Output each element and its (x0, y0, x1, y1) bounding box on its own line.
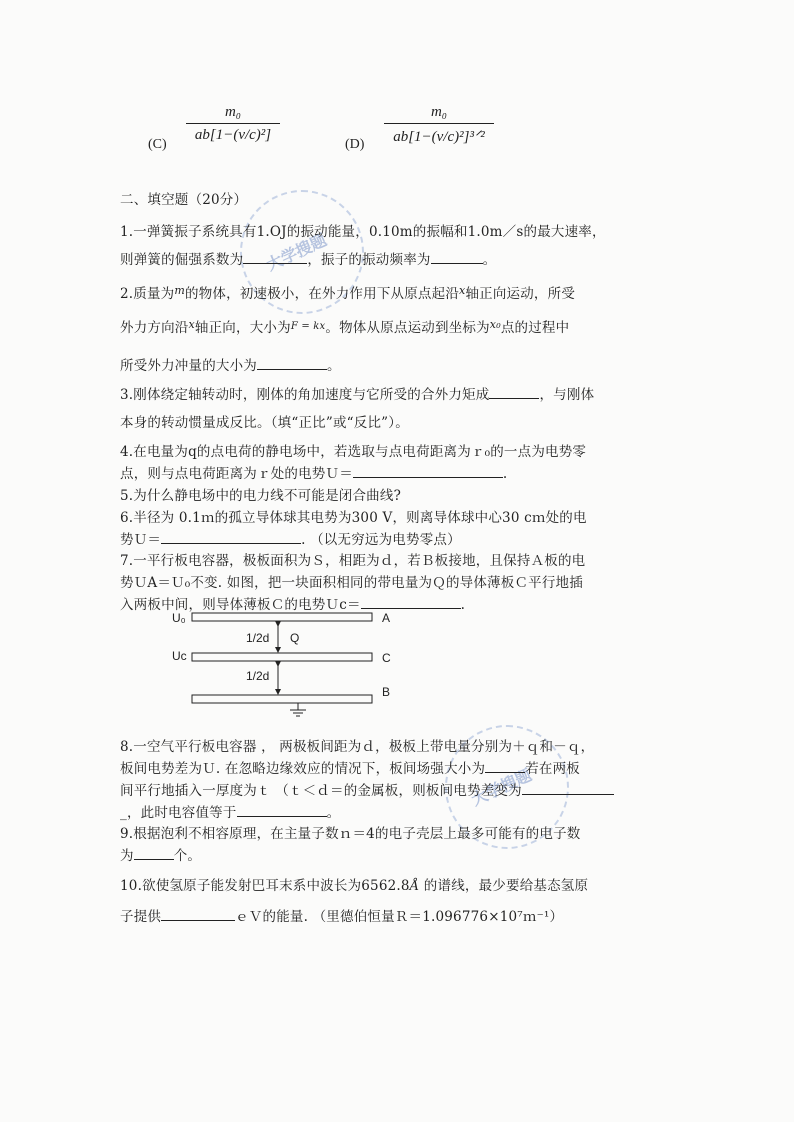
capacitor-diagram (170, 606, 410, 724)
question-3-line-2: 本身的转动惯量成反比。（填“正比”或“反比”）。 (120, 415, 409, 431)
label-uc: Uc (172, 649, 187, 663)
question-text: 外力方向沿 (120, 320, 189, 336)
question-text: 子提供 (120, 909, 162, 925)
option-c-label: (C) (148, 137, 167, 152)
watermark-text: 大学搜题 (263, 230, 330, 275)
label-u0: U₀ (172, 611, 186, 625)
answer-blank (243, 251, 307, 264)
label-plate-a: A (382, 611, 391, 625)
label-plate-b: B (382, 685, 391, 699)
option-d-numerator: m₀ (430, 104, 448, 120)
question-text: ｅＶ的能量. （里德伯恒量Ｒ＝1.096776×10⁷ｍ⁻¹） (235, 909, 564, 925)
label-gap-lower: 1/2d (246, 669, 270, 683)
question-text: 。 (327, 358, 341, 374)
question-9-line-2 (120, 844, 201, 864)
math-symbol: x (188, 318, 195, 331)
question-2-line-2 (120, 316, 569, 336)
question-text: 。 (326, 805, 341, 821)
question-8-line-1: 8.一空气平行板电容器 ， 两极板间距为ｄ，极板上带电量分别为＋ｑ和－ｑ， (120, 739, 595, 755)
question-4-line-2 (120, 462, 507, 482)
answer-blank (161, 531, 301, 544)
option-c-denominator: ab[1−(v/c)²] (194, 127, 272, 143)
question-5: 5.为什么静电场中的电力线不可能是闭合曲线? (120, 488, 402, 504)
question-text: 势Ｕ＝ (120, 532, 162, 548)
plate-b (192, 695, 372, 703)
answer-blank (431, 251, 483, 264)
label-gap-upper: 1/2d (246, 631, 270, 645)
question-3-line-1 (120, 383, 594, 403)
question-text: . (460, 597, 466, 613)
question-9-line-1: 9.根据泡利不相容原理，在主量子数ｎ＝4的电子壳层上最多可能有的电子数 (120, 826, 581, 842)
question-7-line-1: 7.一平行板电容器，极板面积为Ｓ，相距为ｄ，若Ｂ板接地，且保持Ａ板的电 (120, 553, 586, 569)
question-text: 个。 (173, 848, 202, 864)
question-text: 的物体，初速极小，在外力作用下从原点起沿 (185, 286, 460, 302)
question-8-line-4 (120, 801, 340, 821)
question-text: 入两板中间，则导体薄板Ｃ的电势Ｕc＝ (120, 597, 361, 613)
option-c-numerator: m₀ (224, 104, 242, 120)
math-symbol: x (459, 284, 466, 297)
question-text: 轴正向运动，所受 (465, 286, 576, 302)
question-text: . （以无穷远为电势零点） (301, 532, 461, 548)
question-1-line-2 (120, 248, 496, 268)
answer-blank (489, 386, 539, 399)
question-text: 间平行地插入一厚度为ｔ （ｔ＜ｄ＝的金属板，则板间电势差变为 (120, 783, 522, 799)
answer-blank (134, 847, 174, 860)
question-text: 3.刚体绕定轴转动时，刚体的角加速度与它所受的合外力矩成 (120, 387, 490, 403)
angstrom-symbol: Å (409, 879, 420, 894)
question-1-line-1: 1.一弹簧振子系统具有1.OJ的振动能量，0.10m的振幅和1.0m／s的最大速率， (120, 224, 606, 240)
answer-blank (353, 465, 503, 478)
question-text: 所受外力冲量的大小为 (120, 358, 257, 374)
question-8-line-2 (120, 757, 580, 777)
question-text: 则弹簧的倔强系数为 (120, 252, 244, 268)
question-text: 的谱线，最少要给基态氢原 (419, 878, 589, 894)
question-text: 点，则与点电荷距离为ｒ处的电势Ｕ＝ (120, 466, 353, 482)
section-title: 二、填空题（20分） (120, 192, 248, 208)
math-symbol: x₀ (489, 318, 501, 331)
question-text: 10.欲使氢原子能发射巴耳末系中波长为6562.8 (120, 878, 410, 894)
question-text: _，此时电容值等于 (120, 805, 237, 821)
question-4-line-1: 4.在电量为q的点电荷的静电场中，若选取与点电荷距离为ｒ₀的一点为电势零 (120, 444, 587, 460)
question-text: 板间电势差为Ｕ. 在忽略边缘效应的情况下，板间场强大小为 (120, 761, 486, 777)
question-6-line-2 (120, 528, 461, 548)
watermark-text: 大学搜题 (468, 765, 535, 810)
answer-blank (161, 908, 235, 921)
question-6-line-1: 6.半径为 0.1ｍ的孤立导体球其电势为300 V，则离导体球中心30 cｍ处的电 (120, 510, 587, 526)
math-symbol: m (174, 284, 186, 297)
option-c-formula (186, 104, 280, 144)
question-8-line-3 (120, 779, 614, 799)
question-text: 若在两板 (525, 761, 580, 777)
question-10-line-1 (120, 874, 588, 894)
option-d-label: (D) (345, 137, 365, 152)
question-7-line-2: 势ＵA＝Ｕ₀不变. 如图，把一块面积相同的带电量为Ｑ的导体薄板Ｃ平行地插 (120, 575, 583, 591)
label-charge-q: Q (290, 631, 300, 645)
question-text: 点的过程中 (500, 320, 570, 336)
ground-symbol (290, 703, 306, 716)
plate-c (192, 653, 372, 661)
question-text: 2.质量为 (120, 286, 175, 302)
answer-blank (522, 782, 614, 795)
answer-blank (237, 804, 327, 817)
question-text: ，振子的振动频率为 (307, 252, 431, 268)
question-2-line-1 (120, 282, 575, 302)
question-text: 轴正向，大小为 (194, 320, 291, 336)
option-d-denominator: ab[1−(v/c)²]³ᐟ² (393, 129, 485, 145)
answer-blank (257, 357, 327, 370)
question-10-line-2 (120, 905, 563, 925)
label-plate-c: C (382, 651, 391, 665)
question-text: 。物体从原点运动到坐标为 (325, 320, 490, 336)
question-text: ，与刚体 (539, 387, 595, 403)
question-text: 为 (120, 848, 134, 864)
answer-blank (485, 760, 525, 773)
plate-a (192, 613, 372, 621)
question-text: 。 (482, 252, 497, 268)
math-formula: F = kx (290, 321, 326, 332)
option-d-formula (384, 104, 494, 146)
question-text: . (502, 466, 508, 482)
question-2-line-3 (120, 354, 341, 374)
